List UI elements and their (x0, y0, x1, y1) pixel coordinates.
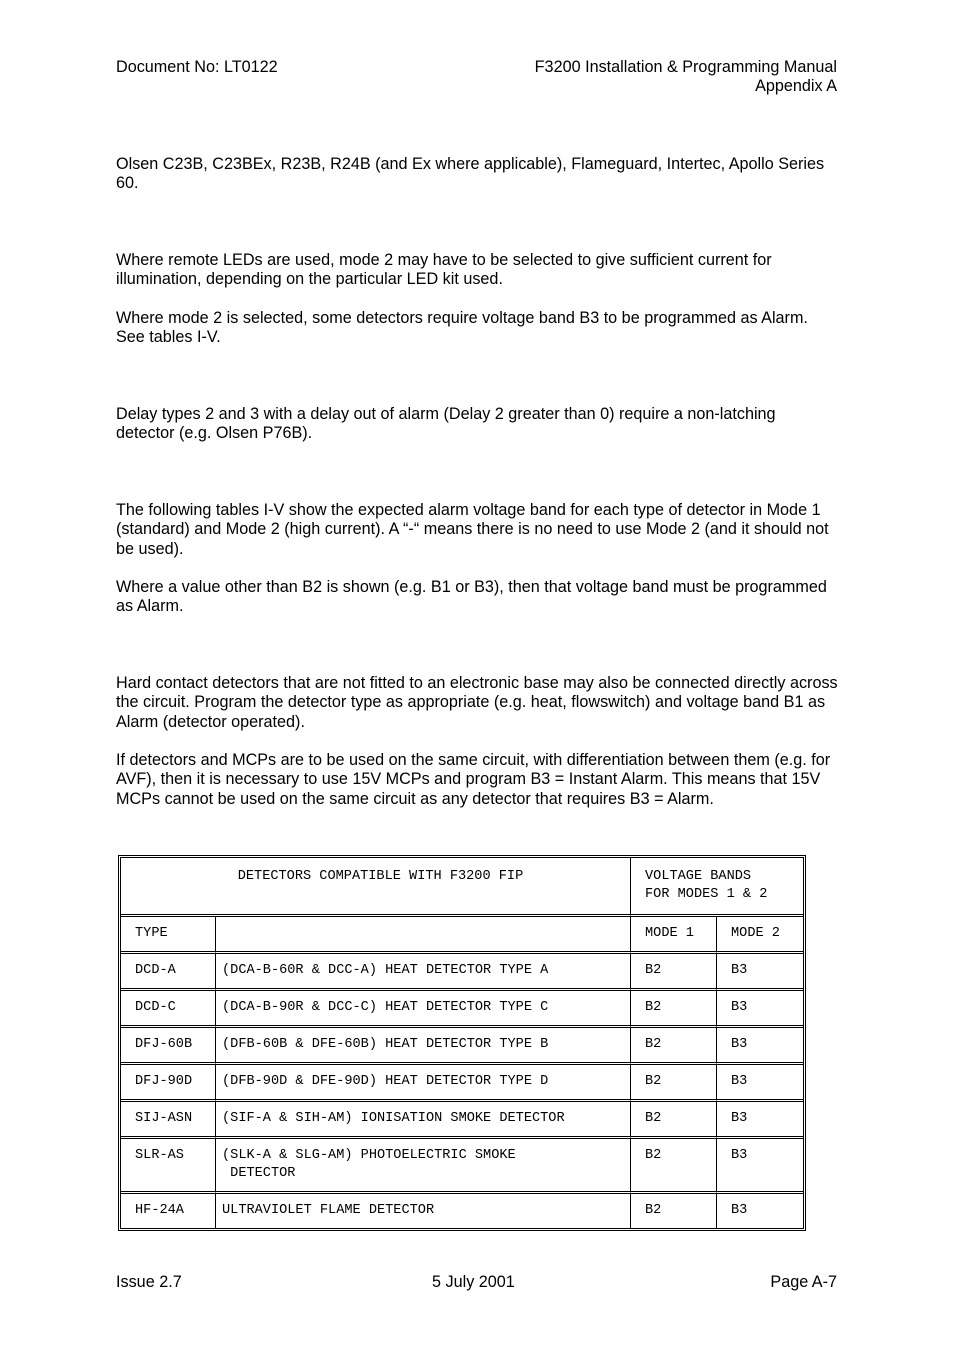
row-desc: (SLK-A & SLG-AM) PHOTOELECTRIC SMOKE DETECTOR (222, 1148, 516, 1181)
row-mode1: B2 (645, 1203, 662, 1218)
document-number: Document No: LT0122 (116, 58, 278, 76)
issue-date: 5 July 2001 (432, 1273, 515, 1291)
row-mode2: B3 (731, 1148, 748, 1163)
row-mode2: B3 (731, 963, 748, 978)
issue-label: Issue 2.7 (116, 1273, 182, 1291)
table-header-row (121, 917, 803, 954)
table-row (121, 1028, 803, 1065)
row-desc: (DCA-B-90R & DCC-C) HEAT DETECTOR TYPE C (222, 1000, 549, 1015)
header-type-cell (121, 917, 216, 954)
row-desc: (DFB-60B & DFE-60B) HEAT DETECTOR TYPE B (222, 1037, 549, 1052)
table-title-cell (121, 858, 631, 917)
mode2-paragraph: Where mode 2 is selected, some detectors require voltage band B3 to be programmed as Alarm. See tables I-V. (116, 309, 808, 347)
table-row (121, 1139, 803, 1194)
tables-intro-paragraph: The following tables I-V show the expected alarm voltage band for each type of detector in Mode 1 (standard) and Mode 2 (high current). A “-“ means there is no need to use Mode 2 (and it should not be used). (116, 501, 829, 558)
appendix-label: Appendix A (755, 77, 837, 96)
row-mode1: B2 (645, 1111, 662, 1126)
header-mode1-cell (631, 917, 717, 954)
row-type: SIJ-ASN (135, 1111, 193, 1126)
page-header-right (535, 58, 837, 97)
row-type: DFJ-60B (135, 1037, 193, 1052)
table-title-row (121, 858, 803, 917)
manual-title: F3200 Installation & Programming Manual (534, 58, 837, 76)
header-desc-cell (216, 917, 631, 954)
table-row (121, 1102, 803, 1139)
voltage-bands-cell (631, 858, 803, 917)
delay-types-paragraph: Delay types 2 and 3 with a delay out of alarm (Delay 2 greater than 0) require a non-latching detector (e.g. Olsen P76B). (116, 405, 776, 443)
voltage-bands-header: VOLTAGE BANDS FOR MODES 1 & 2 (645, 869, 768, 902)
header-mode1: MODE 1 (645, 926, 694, 941)
compatible-brands-paragraph: Olsen C23B, C23BEx, R23B, R24B (and Ex where applicable), Flameguard, Intertec, Apollo Series 60. (116, 155, 825, 193)
row-type: DCD-C (135, 1000, 176, 1015)
row-mode2: B3 (731, 1203, 748, 1218)
row-mode1: B2 (645, 1148, 662, 1163)
detector-compatibility-table (118, 855, 806, 1231)
row-desc: (DCA-B-60R & DCC-A) HEAT DETECTOR TYPE A (222, 963, 549, 978)
voltage-band-paragraph: Where a value other than B2 is shown (e.g. B1 or B3), then that voltage band must be programmed as Alarm. (116, 578, 827, 616)
row-desc: (DFB-90D & DFE-90D) HEAT DETECTOR TYPE D (222, 1074, 549, 1089)
row-type: SLR-AS (135, 1148, 184, 1163)
remote-led-paragraph: Where remote LEDs are used, mode 2 may have to be selected to give sufficient current for illumination, depending on the particular LED kit used. (116, 251, 772, 289)
row-desc: ULTRAVIOLET FLAME DETECTOR (222, 1203, 435, 1218)
row-type: HF-24A (135, 1203, 184, 1218)
row-mode2: B3 (731, 1000, 748, 1015)
table-row (121, 991, 803, 1028)
row-type: DFJ-90D (135, 1074, 193, 1089)
row-mode1: B2 (645, 1000, 662, 1015)
row-mode1: B2 (645, 963, 662, 978)
hard-contact-paragraph: Hard contact detectors that are not fitted to an electronic base may also be connected directly across the circuit. Program the detector type as appropriate (e.g. heat, flowswitch) and voltage band B1 as Alarm (detector operated). (116, 674, 838, 731)
row-mode2: B3 (731, 1037, 748, 1052)
row-mode1: B2 (645, 1037, 662, 1052)
row-mode1: B2 (645, 1074, 662, 1089)
header-mode2-cell (717, 917, 803, 954)
table-row (121, 1194, 803, 1228)
row-desc: (SIF-A & SIH-AM) IONISATION SMOKE DETECTOR (222, 1111, 565, 1126)
detectors-mcps-paragraph: If detectors and MCPs are to be used on the same circuit, with differentiation between them (e.g. for AVF), then it is necessary to use 15V MCPs and program B3 = Instant Alarm. This means that 15V MCPs cannot be used on the same circuit as any detector that requires B3 = Alarm. (116, 751, 831, 808)
table-title: DETECTORS COMPATIBLE WITH F3200 FIP (237, 869, 524, 884)
header-type: TYPE (135, 926, 168, 941)
row-mode2: B3 (731, 1074, 748, 1089)
row-mode2: B3 (731, 1111, 748, 1126)
header-mode2: MODE 2 (731, 926, 780, 941)
row-type: DCD-A (135, 963, 176, 978)
table-row (121, 954, 803, 991)
page-number: Page A-7 (770, 1273, 837, 1291)
table-row (121, 1065, 803, 1102)
header-desc (216, 917, 630, 933)
